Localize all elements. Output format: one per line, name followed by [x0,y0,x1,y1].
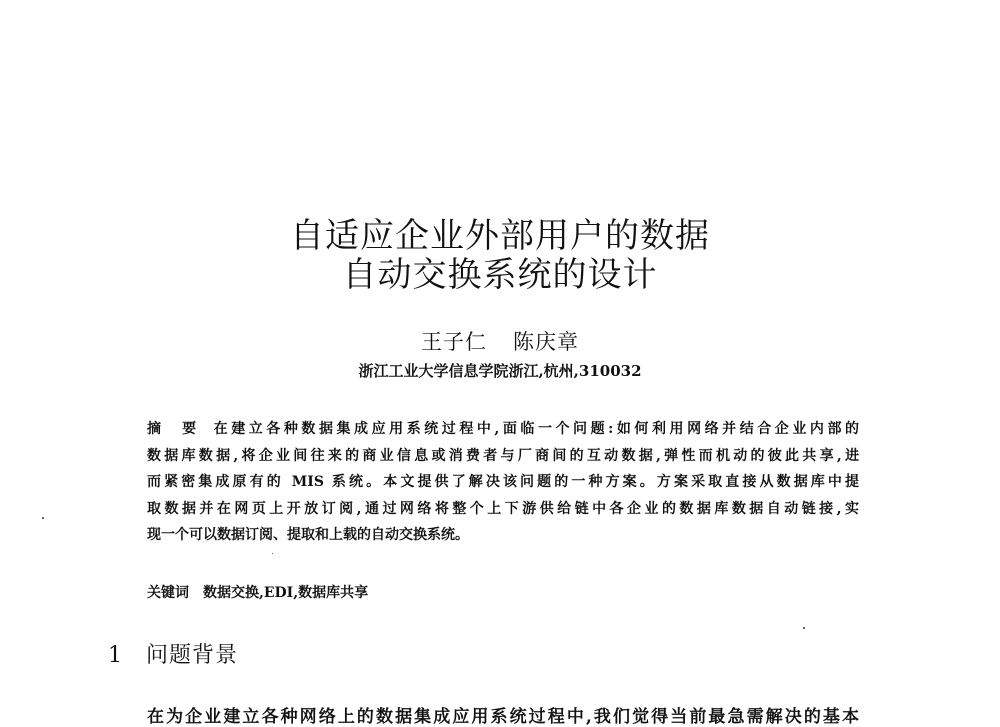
author-name: 陈庆章 [513,330,579,354]
abstract-label: 摘 要 [147,421,200,437]
keywords [147,582,368,602]
body-paragraph-line: 在为企业建立各种网络上的数据集成应用系统过程中,我们觉得当前最急需解决的基本 [147,707,859,727]
section-heading [108,638,238,669]
keywords-value: 数据交换,EDI,数据库共享 [203,585,369,601]
abstract-line: 取数据并在网页上开放订阅,通过网络将整个上下游供给链中各企业的数据库数据自动链接,实 [147,500,859,517]
scan-speck [803,627,805,629]
abstract-line: 数据库数据,将企业间往来的商业信息或消费者与厂商间的互动数据,弹性而机动的彼此共享,进 [147,447,859,464]
section-title: 问题背景 [146,643,239,668]
scan-speck [42,517,44,519]
author-name: 王子仁 [421,330,487,354]
paper-title-line-1: 自适应企业外部用户的数据 [290,216,710,256]
abstract-line: 而紧密集成原有的 MIS 系统。本文提供了解决该问题的一种方案。方案采取直接从数据库中提 [147,474,859,490]
abstract-line: 现一个可以数据订阅、提取和上载的自动交换系统。 [147,527,469,543]
scan-speck [272,553,273,554]
author-list [0,326,1000,356]
keywords-label: 关键词 [147,585,189,601]
author-affiliation: 浙江工业大学信息学院浙江,杭州,310032 [358,362,642,380]
abstract-text: 在建立各种数据集成应用系统过程中,面临一个问题:如何利用网络并结合企业内部的 [213,421,860,437]
abstract [147,416,859,549]
abstract-line [147,416,859,443]
paper-title-line-2: 自动交换系统的设计 [342,255,658,295]
section-number: 1 [108,643,122,668]
